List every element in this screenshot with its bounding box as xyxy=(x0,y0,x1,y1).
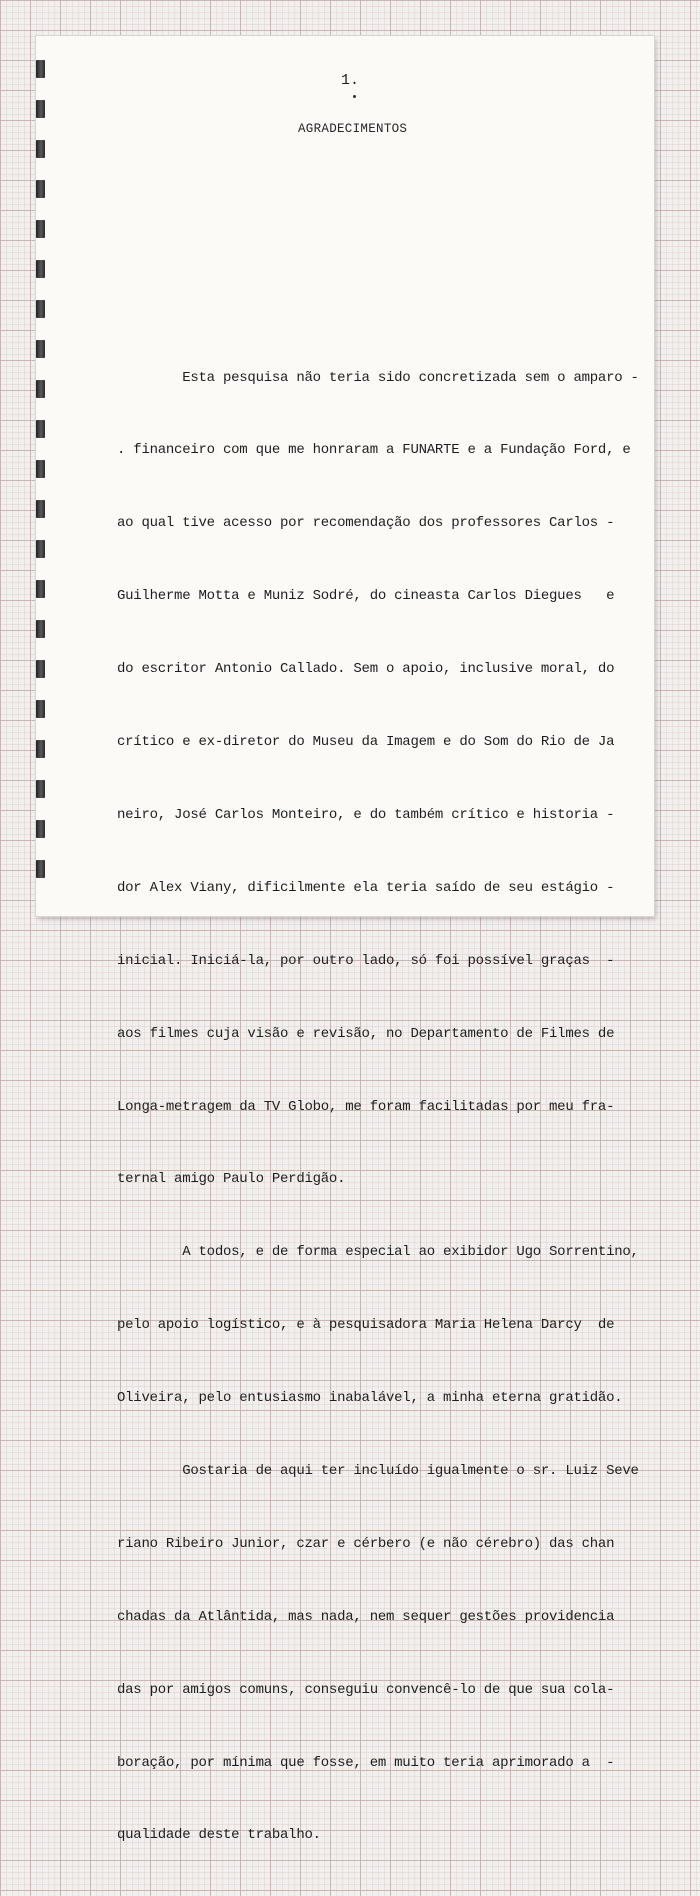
text-line: Gostaria de aqui ter incluído igualmente o sr. Luiz Seve xyxy=(117,1462,639,1479)
text-line: dor Alex Viany, dificilmente ela teria saído de seu estágio - xyxy=(117,879,615,896)
binding-hole xyxy=(36,180,45,198)
text-line: pelo apoio logístico, e à pesquisadora Maria Helena Darcy de xyxy=(117,1317,615,1334)
binding-holes xyxy=(36,36,76,916)
text-line: do escritor Antonio Callado. Sem o apoio, inclusive moral, do xyxy=(117,661,615,678)
binding-hole xyxy=(36,700,45,718)
binding-hole xyxy=(36,380,45,398)
text-line: das por amigos comuns, conseguiu convencê-lo de que sua cola- xyxy=(117,1681,615,1698)
text-line: aos filmes cuja visão e revisão, no Departamento de Filmes de xyxy=(117,1025,615,1042)
binding-hole xyxy=(36,740,45,758)
binding-hole xyxy=(36,540,45,558)
text-line: neiro, José Carlos Monteiro, e do também crítico e historia - xyxy=(117,806,615,823)
text-line: ao qual tive acesso por recomendação dos professores Carlos - xyxy=(117,515,615,532)
binding-hole xyxy=(36,420,45,438)
binding-hole xyxy=(36,620,45,638)
binding-hole xyxy=(36,460,45,478)
binding-hole xyxy=(36,580,45,598)
binding-hole xyxy=(36,820,45,838)
binding-hole xyxy=(36,220,45,238)
text-line: chadas da Atlântida, mas nada, nem sequer gestões providencia xyxy=(117,1608,615,1625)
text-line: Longa-metragem da TV Globo, me foram facilitadas por meu fra- xyxy=(117,1098,615,1115)
page-title: AGRADECIMENTOS xyxy=(298,122,408,136)
binding-hole xyxy=(36,60,45,78)
text-line: ternal amigo Paulo Perdigão. xyxy=(117,1171,346,1188)
binding-hole xyxy=(36,860,45,878)
text-line: qualidade deste trabalho. xyxy=(117,1827,321,1844)
text-line: Esta pesquisa não teria sido concretizada sem o amparo - xyxy=(117,369,639,386)
text-line: . financeiro com que me honraram a FUNARTE e a Fundação Ford, e xyxy=(117,442,631,459)
typewritten-page xyxy=(36,36,654,1844)
text-line: riano Ribeiro Junior, czar e cérbero (e não cérebro) das chan xyxy=(117,1535,615,1552)
binding-hole xyxy=(36,300,45,318)
body-text xyxy=(117,317,637,1896)
text-line: A todos, e de forma especial ao exibidor Ugo Sorrentino, xyxy=(117,1244,639,1261)
binding-hole xyxy=(36,660,45,678)
page-number: 1. xyxy=(341,72,360,89)
binding-hole xyxy=(36,500,45,518)
ink-dot xyxy=(353,95,356,98)
text-line: boração, por mínima que fosse, em muito teria aprimorado a - xyxy=(117,1754,615,1771)
binding-hole xyxy=(36,340,45,358)
text-line: Guilherme Motta e Muniz Sodré, do cineasta Carlos Diegues e xyxy=(117,588,615,605)
binding-hole xyxy=(36,780,45,798)
binding-hole xyxy=(36,100,45,118)
binding-hole xyxy=(36,140,45,158)
text-line: Oliveira, pelo entusiasmo inabalável, a minha eterna gratidão. xyxy=(117,1390,623,1407)
binding-hole xyxy=(36,260,45,278)
text-line: inicial. Iniciá-la, por outro lado, só foi possível graças - xyxy=(117,952,615,969)
text-line: crítico e ex-diretor do Museu da Imagem e do Som do Rio de Ja xyxy=(117,734,615,751)
